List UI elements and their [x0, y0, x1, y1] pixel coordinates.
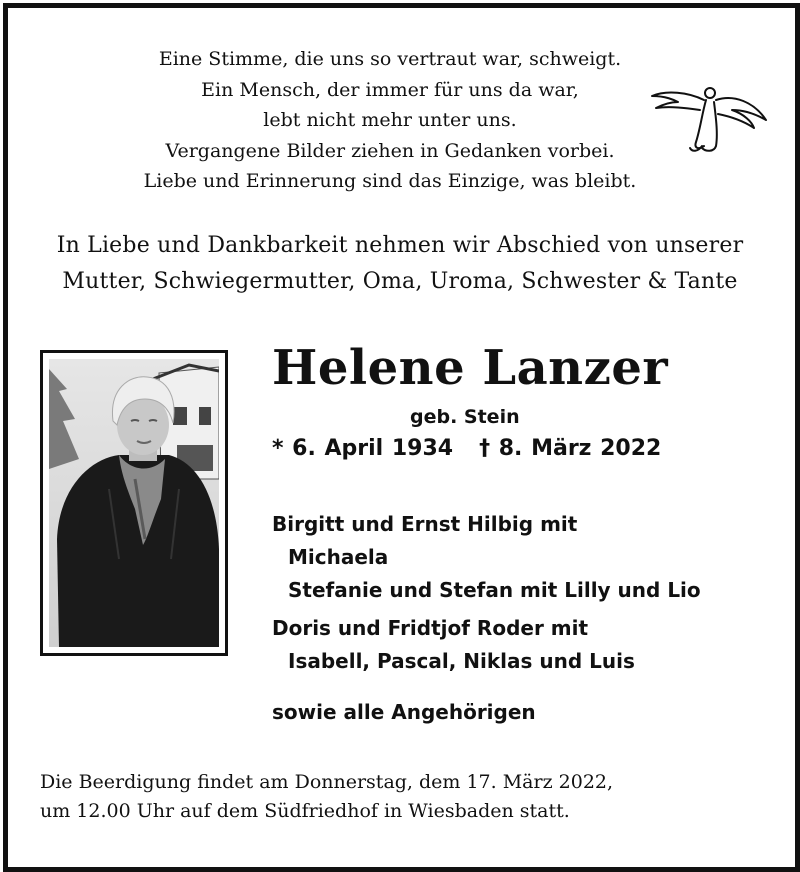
maiden-name: geb. Stein — [410, 406, 520, 428]
death-date: † 8. März 2022 — [479, 436, 662, 461]
family-member: Michaela — [288, 545, 389, 569]
funeral-line: um 12.00 Uhr auf dem Südfriedhof in Wiesbaden statt. — [40, 800, 570, 822]
funeral-line: Die Beerdigung findet am Donnerstag, dem 17. März 2022, — [40, 771, 614, 793]
family-member: Isabell, Pascal, Niklas und Luis — [288, 649, 635, 673]
poem-line: Vergangene Bilder ziehen in Gedanken vorbei. — [165, 139, 615, 162]
photo-frame — [40, 350, 228, 656]
life-dates — [272, 436, 661, 461]
intro-line: In Liebe und Dankbarkeit nehmen wir Abschied von unserer — [56, 233, 744, 258]
birth-date: * 6. April 1934 — [272, 436, 454, 461]
family-list — [272, 508, 701, 729]
poem-line: Ein Mensch, der immer für uns da war, — [201, 78, 579, 101]
poem-line: lebt nicht mehr unter uns. — [263, 109, 517, 131]
portrait-photo — [49, 359, 219, 647]
intro-text — [20, 228, 780, 300]
angel-icon — [648, 84, 770, 156]
family-group-head: Doris und Fridtjof Roder mit — [272, 616, 589, 640]
family-member: Stefanie und Stefan mit Lilly und Lio — [288, 578, 701, 602]
family-relatives: sowie alle Angehörigen — [272, 700, 536, 724]
family-group-head: Birgitt und Ernst Hilbig mit — [272, 512, 578, 536]
poem-line: Liebe und Erinnerung sind das Einzige, was bleibt. — [143, 170, 637, 192]
poem-line: Eine Stimme, die uns so vertraut war, schweigt. — [158, 48, 622, 70]
funeral-info — [40, 768, 613, 826]
intro-line: Mutter, Schwiegermutter, Oma, Uroma, Schwester & Tante — [62, 269, 738, 294]
poem — [60, 44, 720, 197]
deceased-name: Helene Lanzer — [272, 340, 669, 396]
